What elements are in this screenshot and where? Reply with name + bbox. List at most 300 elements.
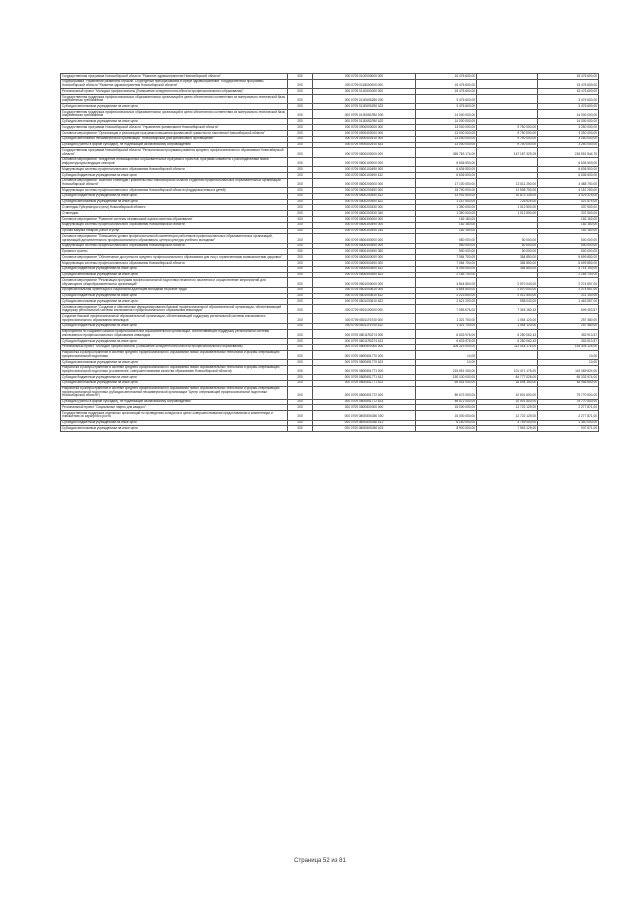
row-remaining-amount: 353 913,57 [538,329,599,338]
row-executed-amount: 11 598 750,00 [477,188,538,194]
row-line-code: 200 [288,119,313,125]
row-name: Профессиональная ориентация и социальная адаптация молодежи на рынке труда [61,287,288,293]
row-line-code: 200 [288,110,313,119]
page-footer: Страница 52 из 81 [294,858,346,864]
row-name: Государственная программа Новосибирской области "Развитие здравоохранения Новосибирской области" [61,74,288,80]
budget-table-body [61,74,599,432]
row-classification-code: 000 0709 080Е651771 622 [313,380,416,386]
row-classification-code: 000 0709 080Е651770 000 [313,350,416,359]
row-executed-amount: 384 850,00 [477,255,538,261]
row-classification-code: 000 0709 080Е651772 000 [313,386,416,399]
row-approved-amount: 8 900 000,00 [416,426,477,432]
row-executed-amount: 84 777 026,00 [477,375,538,381]
row-executed-amount: 9 750 000,00 [477,131,538,137]
row-name: Субсидии автономным учреждениям на иные цели [61,359,288,365]
row-line-code: 200 [288,216,313,222]
row-name: Государственная поддержка профессиональных образовательных организаций в целях обеспечения соответствия их материально-технической базы современным требованиям [61,94,288,103]
row-approved-amount: 7 084 700,00 [416,255,477,261]
row-remaining-amount: 3 029 375,00 [538,193,599,199]
row-approved-amount: 7 955 676,00 [416,305,477,314]
row-line-code: 200 [288,420,313,426]
row-classification-code: 000 0709 0800100490 612 [313,172,416,178]
row-name: Государственная поддержка отдельных организаций по проведению конкурсов в целях совершенствования предоставления и компетенции и повышению их карьерного роста [61,411,288,420]
row-classification-code: 000 0709 080Е651771 612 [313,375,416,381]
row-name: Субсидии автономным учреждениям на иные цели [61,299,288,305]
row-name: Государственная программа Новосибирской области "Управление финансами в Новосибирской области" [61,125,288,131]
table-row [61,79,599,88]
row-name: Субсидии бюджетным учреждениям на иные цели [61,266,288,272]
row-name: Региональный проект "Социальные лифты для каждого" [61,405,288,411]
row-classification-code: 000 0709 0801000610 622 [313,299,416,305]
row-remaining-amount: 2 185 700,00 [538,272,599,278]
table-row [61,178,599,187]
row-approved-amount: 89 672 000,00 [416,386,477,399]
row-classification-code: 000 0709 0801000610 000 [313,287,416,293]
row-classification-code: 000 0709 011Е652Л50 622 [313,119,416,125]
row-approved-amount: 6 150 000,00 [416,420,477,426]
row-line-code: 200 [288,305,313,314]
row-name: Субсидии бюджетным учреждениям на иные цели [61,323,288,329]
row-classification-code: 000 0709 0801000000 000 [313,278,416,287]
row-classification-code: 000 0709 080Е651770 622 [313,359,416,365]
row-classification-code: 000 0709 011Е6Л6250 000 [313,94,416,103]
row-name: Государственная поддержка профессиональных образовательных организаций в целях обеспечения соответствия их материально-технической базы современным требованиям [61,110,288,119]
row-approved-amount: 1 321 700,00 [416,323,477,329]
row-remaining-amount: 257 480,00 [538,323,599,329]
row-line-code: 200 [288,339,313,345]
row-executed-amount [477,94,538,103]
row-remaining-amount: 3 476 600,00 [538,104,599,110]
row-classification-code: 000 0709 011Е6Л6250 622 [313,104,416,110]
row-approved-amount: 15 750 000,00 [416,188,477,194]
row-line-code: 200 [288,426,313,432]
row-approved-amount: 13 902 500,00 [416,193,477,199]
row-remaining-amount: 257 480,00 [538,314,599,323]
row-name: Подпрограмма "Управление развитием отрасли. Структурные преобразования в сфере здравоохранения" государственной программы Новосибирской области "Развитие здравоохранения Новосибирской области" [61,79,288,88]
row-name: Модернизация системы профессионального образования Новосибирской области [61,222,288,228]
row-executed-amount: 50 000,00 [477,234,538,243]
table-row [61,426,599,432]
row-remaining-amount: 218 591 844,75 [538,148,599,157]
row-approved-amount: 89 672 000,00 [416,399,477,405]
row-line-code: 200 [288,222,313,228]
row-executed-amount: 1 012 500,00 [477,205,538,211]
row-classification-code: 000 0709 0900402910 000 [313,136,416,142]
row-remaining-amount: 337 500,00 [538,205,599,211]
row-executed-amount: 10 601 600,00 [477,386,538,399]
row-executed-amount [477,157,538,166]
row-approved-amount: 3 476 600,00 [416,94,477,103]
row-classification-code: 000 0709 080Е8Л6350 612 [313,420,416,426]
table-row [61,148,599,157]
row-approved-amount: 4 844 800,00 [416,278,477,287]
table-row [61,350,599,359]
row-approved-amount: 5 099 000,00 [416,266,477,272]
row-remaining-amount: 14 000 000,00 [538,110,599,119]
table-row [61,157,599,166]
row-name: Разработка и распространение в системе среднего профессионального образования новых образовательных технологий и формы опережающей профессиональной подготовки (субсидия автономной некоммерческой организации "Центр опережающей профессиональной подготовки Новосибирской области") [61,386,288,399]
row-line-code: 200 [288,79,313,88]
row-name: Основное мероприятие "Создание и обеспечение функционирования базовой профессиональной образовательной организации, обеспечивающей поддержку региональной системы инклюзивного профессионального образования инвалидов" [61,305,288,314]
row-executed-amount: 6 280 062,43 [477,329,538,338]
row-approved-amount: 550 000,00 [416,234,477,243]
row-remaining-amount: 609 493,57 [538,305,599,314]
row-executed-amount: 101 471 175,00 [477,365,538,374]
row-classification-code: 000 0709 0800400000 000 [313,234,416,243]
row-executed-amount [477,350,538,359]
row-line-code: 200 [288,405,313,411]
row-name: Модернизация системы профессионального образования Новосибирской области [61,243,288,249]
row-remaining-amount: 79 770 500,00 [538,399,599,405]
row-line-code: 200 [288,359,313,365]
row-line-code: 200 [288,411,313,420]
row-line-code: 200 [288,148,313,157]
row-classification-code: 000 0709 080Е8Л6350 622 [313,426,416,432]
row-line-code: 200 [288,104,313,110]
row-classification-code: 000 0709 011Е600000 000 [313,89,416,95]
row-line-code: 200 [288,157,313,166]
row-classification-code: 000 0709 0800300490 000 [313,222,416,228]
row-name: Модернизация системы профессионального образования Новосибирской области [61,167,288,173]
row-name: Субсидии автономным учреждениям на иные цели [61,104,288,110]
row-executed-amount: 4 759 000,00 [477,420,538,426]
row-name: Основное мероприятие "Повышение уровня профессиональной компетенции работников профессиональных образовательных организаций, организаций дополнительного профессионального образования, центра культуры учебного молодежи" [61,234,288,243]
row-name: Субсидии бюджетным учреждениям на иные цели [61,339,288,345]
row-line-code: 200 [288,89,313,95]
row-classification-code: 000 0709 0800400490 350 [313,249,416,255]
row-name: Основное мероприятие "Выплата стипендий Правительства Новосибирской области студентам профессиональных образовательных организаций Новосибирской области" [61,178,288,187]
row-remaining-amount: 4 151 250,00 [538,188,599,194]
row-name: Субсидии (гранты в форме субсидий), не подлежащие казначейскому сопровождению [61,142,288,148]
row-name: Субсидии бюджетным учреждениям на иные цели [61,420,288,426]
row-remaining-amount: 65 332 974,00 [538,375,599,381]
row-classification-code: 000 0709 0800500490 622 [313,272,416,278]
row-approved-amount: 6 636 500,00 [416,157,477,166]
row-line-code: 200 [288,167,313,173]
row-approved-amount: 6 636 500,00 [416,172,477,178]
row-classification-code: 000 0709 080Е651771 000 [313,365,416,374]
row-classification-code: 000 0709 0800300490 244 [313,228,416,234]
table-row [61,305,599,314]
row-name: Региональный проект "Молодые профессионалы (Повышение конкурентоспособности профессионального образования)" [61,344,288,350]
row-name: Основное мероприятие "Внедрение инновационных образовательных программ и проектов, программ совместно с работодателями новой инфраструктуры ведущих секторов" [61,157,288,166]
row-executed-amount: 1 064 120,00 [477,314,538,323]
row-approved-amount: 15 476 600,00 [416,89,477,95]
row-approved-amount: 13 000 000,00 [416,125,477,131]
row-executed-amount: 12 722 129,00 [477,405,538,411]
row-classification-code: 000 0709 0800500490 612 [313,266,416,272]
row-approved-amount: 6 633 976,00 [416,339,477,345]
row-line-code: 200 [288,188,313,194]
row-executed-amount: 16 694 150,00 [477,380,538,386]
row-line-code: 200 [288,329,313,338]
row-line-code: 200 [288,142,313,148]
row-executed-amount: 9 750 000,00 [477,136,538,142]
row-name: Прочая закупка товаров, работ и услуг [61,228,288,234]
row-approved-amount: 550 000,00 [416,243,477,249]
row-remaining-amount: 1 340 000,00 [538,420,599,426]
row-name: Создание базовой профессиональной образовательной организации, обеспечивающей поддержку региональной системы инклюзивного профессионального образования инвалидов [61,314,288,323]
row-name: Основное мероприятие "Реализация программ профессиональной подготовки незанятого населения и осуществление мероприятий для обучающихся общеобразовательных организаций" [61,278,288,287]
row-remaining-amount: 2 274 657,00 [538,287,599,293]
row-approved-amount: 15 000 000,00 [416,405,477,411]
table-row [61,314,599,323]
table-row [61,411,599,420]
row-name: Модернизация системы профессионального образования Новосибирской области (поддержка семьи и детей) [61,188,288,194]
row-line-code: 200 [288,125,313,131]
row-line-code: 200 [288,272,313,278]
row-name: Премии и гранты [61,249,288,255]
row-name: Субсидии бюджетным учреждениям на иные цели [61,375,288,381]
row-line-code: 200 [288,386,313,399]
row-line-code: 200 [288,287,313,293]
row-remaining-amount: 3 250 000,00 [538,136,599,142]
row-remaining-amount: 211 100,00 [538,293,599,299]
row-name: Субсидии автономным учреждениям на иные цели [61,199,288,205]
row-classification-code: 000 0709 0800500490 000 [313,261,416,267]
row-executed-amount: 147 187 329,25 [477,148,538,157]
row-name: Основное мероприятие "Обеспечение доступности среднего профессионального образования для лиц с ограниченными возможностями здоровья" [61,255,288,261]
row-approved-amount: 7 084 700,00 [416,261,477,267]
row-approved-amount: 2 185 700,00 [416,272,477,278]
row-remaining-amount: 500 000,00 [538,249,599,255]
row-classification-code: 000 0709 080Е600000 000 [313,344,416,350]
row-name: Субсидии бюджетным учреждениям на иные цели [61,193,288,199]
row-executed-amount: 558 043,00 [477,299,538,305]
row-remaining-amount: 79 770 500,00 [538,386,599,399]
row-remaining-amount: 115 369 824,00 [538,365,599,374]
row-remaining-amount: 6 636 500,00 [538,172,599,178]
row-classification-code: 000 0709 080Е800000 000 [313,405,416,411]
row-approved-amount: 14 000 000,00 [416,119,477,125]
row-line-code: 200 [288,323,313,329]
row-classification-code: 000 0709 0800500000 000 [313,255,416,261]
row-executed-amount [477,110,538,119]
row-line-code: 200 [288,193,313,199]
row-classification-code: 000 0709 0800200330 340 [313,211,416,217]
row-line-code: 200 [288,255,313,261]
row-remaining-amount: 3 250 000,00 [538,131,599,137]
row-classification-code: 000 0709 0800000000 000 [313,148,416,157]
row-classification-code: 000 0709 0800200490 000 [313,188,416,194]
row-executed-amount: 384 850,00 [477,266,538,272]
row-classification-code: 000 0709 0800200490 622 [313,199,416,205]
row-approved-amount: 15 476 600,00 [416,74,477,80]
row-executed-amount: 7 345 182,43 [477,305,538,314]
row-name: Субсидии автономным учреждениям на иные цели [61,272,288,278]
row-name: Субсидии (гранты в форме субсидий), не подлежащие казначейскому сопровождению [61,399,288,405]
row-approved-amount: 13 000 000,00 [416,136,477,142]
table-row [61,365,599,374]
row-name: Субсидии бюджетным учреждениям на иные цели [61,172,288,178]
row-classification-code: 000 0709 080Е8Л6350 000 [313,411,416,420]
row-remaining-amount: 15 476 600,00 [538,89,599,95]
row-remaining-amount: 14 000 000,00 [538,119,599,125]
row-executed-amount: 725 625,00 [477,199,538,205]
row-line-code: 200 [288,172,313,178]
row-approved-amount: 550 000,00 [416,249,477,255]
row-executed-amount: 2 570 043,00 [477,287,538,293]
row-name: Стипендии Губернатора и (или) Новосибирской области [61,205,288,211]
row-approved-amount: 2 621 200,00 [416,299,477,305]
row-line-code: 200 [288,380,313,386]
row-classification-code: 000 0709 08011Г6740 612 [313,323,416,329]
row-classification-code: 000 0709 0900400000 000 [313,131,416,137]
row-approved-amount: 182 160,00 [416,216,477,222]
row-classification-code: 000 0709 0800300000 000 [313,216,416,222]
row-remaining-amount: 1 463 557,00 [538,299,599,305]
row-remaining-amount: 421 875,00 [538,199,599,205]
row-remaining-amount: 15 476 600,00 [538,79,599,88]
row-approved-amount: 2 223 600,00 [416,293,477,299]
row-name: Субсидии автономным учреждениям на иные цели [61,426,288,432]
row-name: Основное мероприятие "Развитие системы независимой оценки качества образования" [61,216,288,222]
row-line-code: 200 [288,375,313,381]
row-classification-code: 000 0709 0800100490 000 [313,167,416,173]
row-remaining-amount: 4 714 150,00 [538,266,599,272]
row-remaining-amount: 2 277 871,00 [538,405,599,411]
row-remaining-amount: 4 488 750,00 [538,178,599,187]
row-line-code: 200 [288,399,313,405]
budget-table [60,73,599,432]
row-executed-amount: 12 611 250,00 [477,178,538,187]
row-remaining-amount: 3 476 600,00 [538,94,599,103]
row-name: Основное мероприятие "Организация и реализация программ повышения финансовой грамотности населения Новосибирской области" [61,131,288,137]
table-row [61,278,599,287]
row-line-code: 200 [288,94,313,103]
row-line-code: 200 [288,365,313,374]
row-remaining-amount: 937 871,00 [538,426,599,432]
row-approved-amount: 182 160,00 [416,222,477,228]
table-row [61,110,599,119]
row-line-code: 200 [288,211,313,217]
row-executed-amount: 1 012 500,00 [477,211,538,217]
row-approved-amount: 1 147 500,00 [416,199,477,205]
row-classification-code: 000 0709 0900000000 000 [313,125,416,131]
row-remaining-amount: 3 250 000,00 [538,142,599,148]
row-line-code: 200 [288,299,313,305]
row-remaining-amount: 10,00 [538,350,599,359]
row-approved-amount: 365 783 174,00 [416,148,477,157]
row-line-code: 200 [288,178,313,187]
row-remaining-amount: 6 636 500,00 [538,167,599,173]
budget-table-container [60,73,597,432]
row-executed-amount: 10 873 125,00 [477,193,538,199]
row-classification-code: 000 0709 0800200490 612 [313,193,416,199]
row-remaining-amount: 193 305 124,00 [538,344,599,350]
row-remaining-amount: 353 913,57 [538,339,599,345]
row-line-code: 200 [288,266,313,272]
row-executed-amount: 2 570 043,00 [477,278,538,287]
row-remaining-amount: 48 956 850,00 [538,380,599,386]
row-remaining-amount: 500 000,00 [538,243,599,249]
row-line-code: 200 [288,350,313,359]
row-approved-amount: 1 350 000,00 [416,205,477,211]
row-classification-code: 000 0709 080Е651772 633 [313,399,416,405]
row-line-code: 200 [288,261,313,267]
row-approved-amount: 15 000 000,00 [416,411,477,420]
row-executed-amount: 12 722 129,00 [477,411,538,420]
row-classification-code: 000 0709 0801000610 612 [313,293,416,299]
row-name: Субсидия автономной некоммерческой организации "Новосибирский Дом финансового просвещения" [61,136,288,142]
row-approved-amount: 6 636 500,00 [416,167,477,173]
row-executed-amount: 50 000,00 [477,243,538,249]
row-classification-code: 000 0709 0800200330 000 [313,205,416,211]
row-approved-amount: 215 651 000,00 [416,365,477,374]
table-row [61,329,599,338]
row-remaining-amount: 2 277 871,00 [538,411,599,420]
row-name: Мероприятия по созданию базовой профессиональной образовательной организации, обеспечивающей поддержку региональной системы инклюзивного профессионального образования инвалидов [61,329,288,338]
row-line-code: 200 [288,228,313,234]
row-approved-amount: 15 476 600,00 [416,79,477,88]
row-classification-code: 000 0709 0900402910 633 [313,142,416,148]
row-approved-amount: 1 321 700,00 [416,314,477,323]
row-executed-amount: 10 901 500,00 [477,399,538,405]
row-remaining-amount: 182 160,00 [538,216,599,222]
row-line-code: 200 [288,314,313,323]
row-line-code: 200 [288,131,313,137]
row-line-code: 200 [288,249,313,255]
row-remaining-amount: 6 699 850,00 [538,261,599,267]
row-name: Субсидии бюджетным учреждениям на иные цели [61,293,288,299]
row-classification-code: 000 0709 0800100000 000 [313,157,416,166]
row-classification-code: 000 0709 0100000000 000 [313,74,416,80]
table-row [61,94,599,103]
row-executed-amount: 7 963 129,00 [477,426,538,432]
table-row [61,386,599,399]
row-name: Разработка и распространение в системе среднего профессионального образования новых образовательных технологий и формы опережающей профессиональной подготовки (и изменение, совершенствование качества образования Новосибирской области) [61,365,288,374]
row-classification-code: 000 0709 011Е652Л50 000 [313,110,416,119]
row-executed-amount: 1 064 120,00 [477,323,538,329]
row-approved-amount: 6 633 976,00 [416,329,477,338]
row-executed-amount: 9 750 000,00 [477,142,538,148]
row-classification-code: 000 0709 0800400490 000 [313,243,416,249]
row-approved-amount: 65 551 000,00 [416,380,477,386]
row-name: Модернизация системы профессионального образования Новосибирской области [61,261,288,267]
row-remaining-amount: 6 636 500,00 [538,157,599,166]
row-remaining-amount: 3 250 000,00 [538,125,599,131]
row-classification-code: 000 0709 08011R0274 000 [313,329,416,338]
row-remaining-amount: 2 274 657,00 [538,278,599,287]
row-executed-amount: 9 750 000,00 [477,125,538,131]
row-approved-amount: 13 000 000,00 [416,131,477,137]
row-line-code: 200 [288,199,313,205]
row-executed-amount: 2 012 500,00 [477,293,538,299]
row-name: Субсидии автономным учреждениям на иные цели [61,119,288,125]
row-approved-amount: 10,00 [416,350,477,359]
row-name: Разработка и распространение в системе среднего профессионального образования новых образовательных технологий и формы опережающей профессиональной подготовки [61,350,288,359]
row-approved-amount: 4 844 800,00 [416,287,477,293]
row-line-code: 200 [288,293,313,299]
row-executed-amount [477,79,538,88]
table-row [61,234,599,243]
row-approved-amount: 182 160,00 [416,228,477,234]
row-remaining-amount: 10,00 [538,359,599,365]
row-remaining-amount: 500 000,00 [538,234,599,243]
row-executed-amount: 384 850,00 [477,261,538,267]
row-line-code: 200 [288,234,313,243]
row-classification-code: 000 0709 08011R0274 612 [313,339,416,345]
row-classification-code: 000 0709 0800200000 000 [313,178,416,187]
row-name: Субсидии автономным учреждениям на иные цели [61,380,288,386]
row-executed-amount: 50 000,00 [477,249,538,255]
row-executed-amount: 6 280 062,43 [477,339,538,345]
row-line-code: 200 [288,243,313,249]
row-remaining-amount: 337 500,00 [538,211,599,217]
row-approved-amount: 17 100 000,00 [416,178,477,187]
row-approved-amount: 305 323 000,00 [416,344,477,350]
row-line-code: 200 [288,278,313,287]
